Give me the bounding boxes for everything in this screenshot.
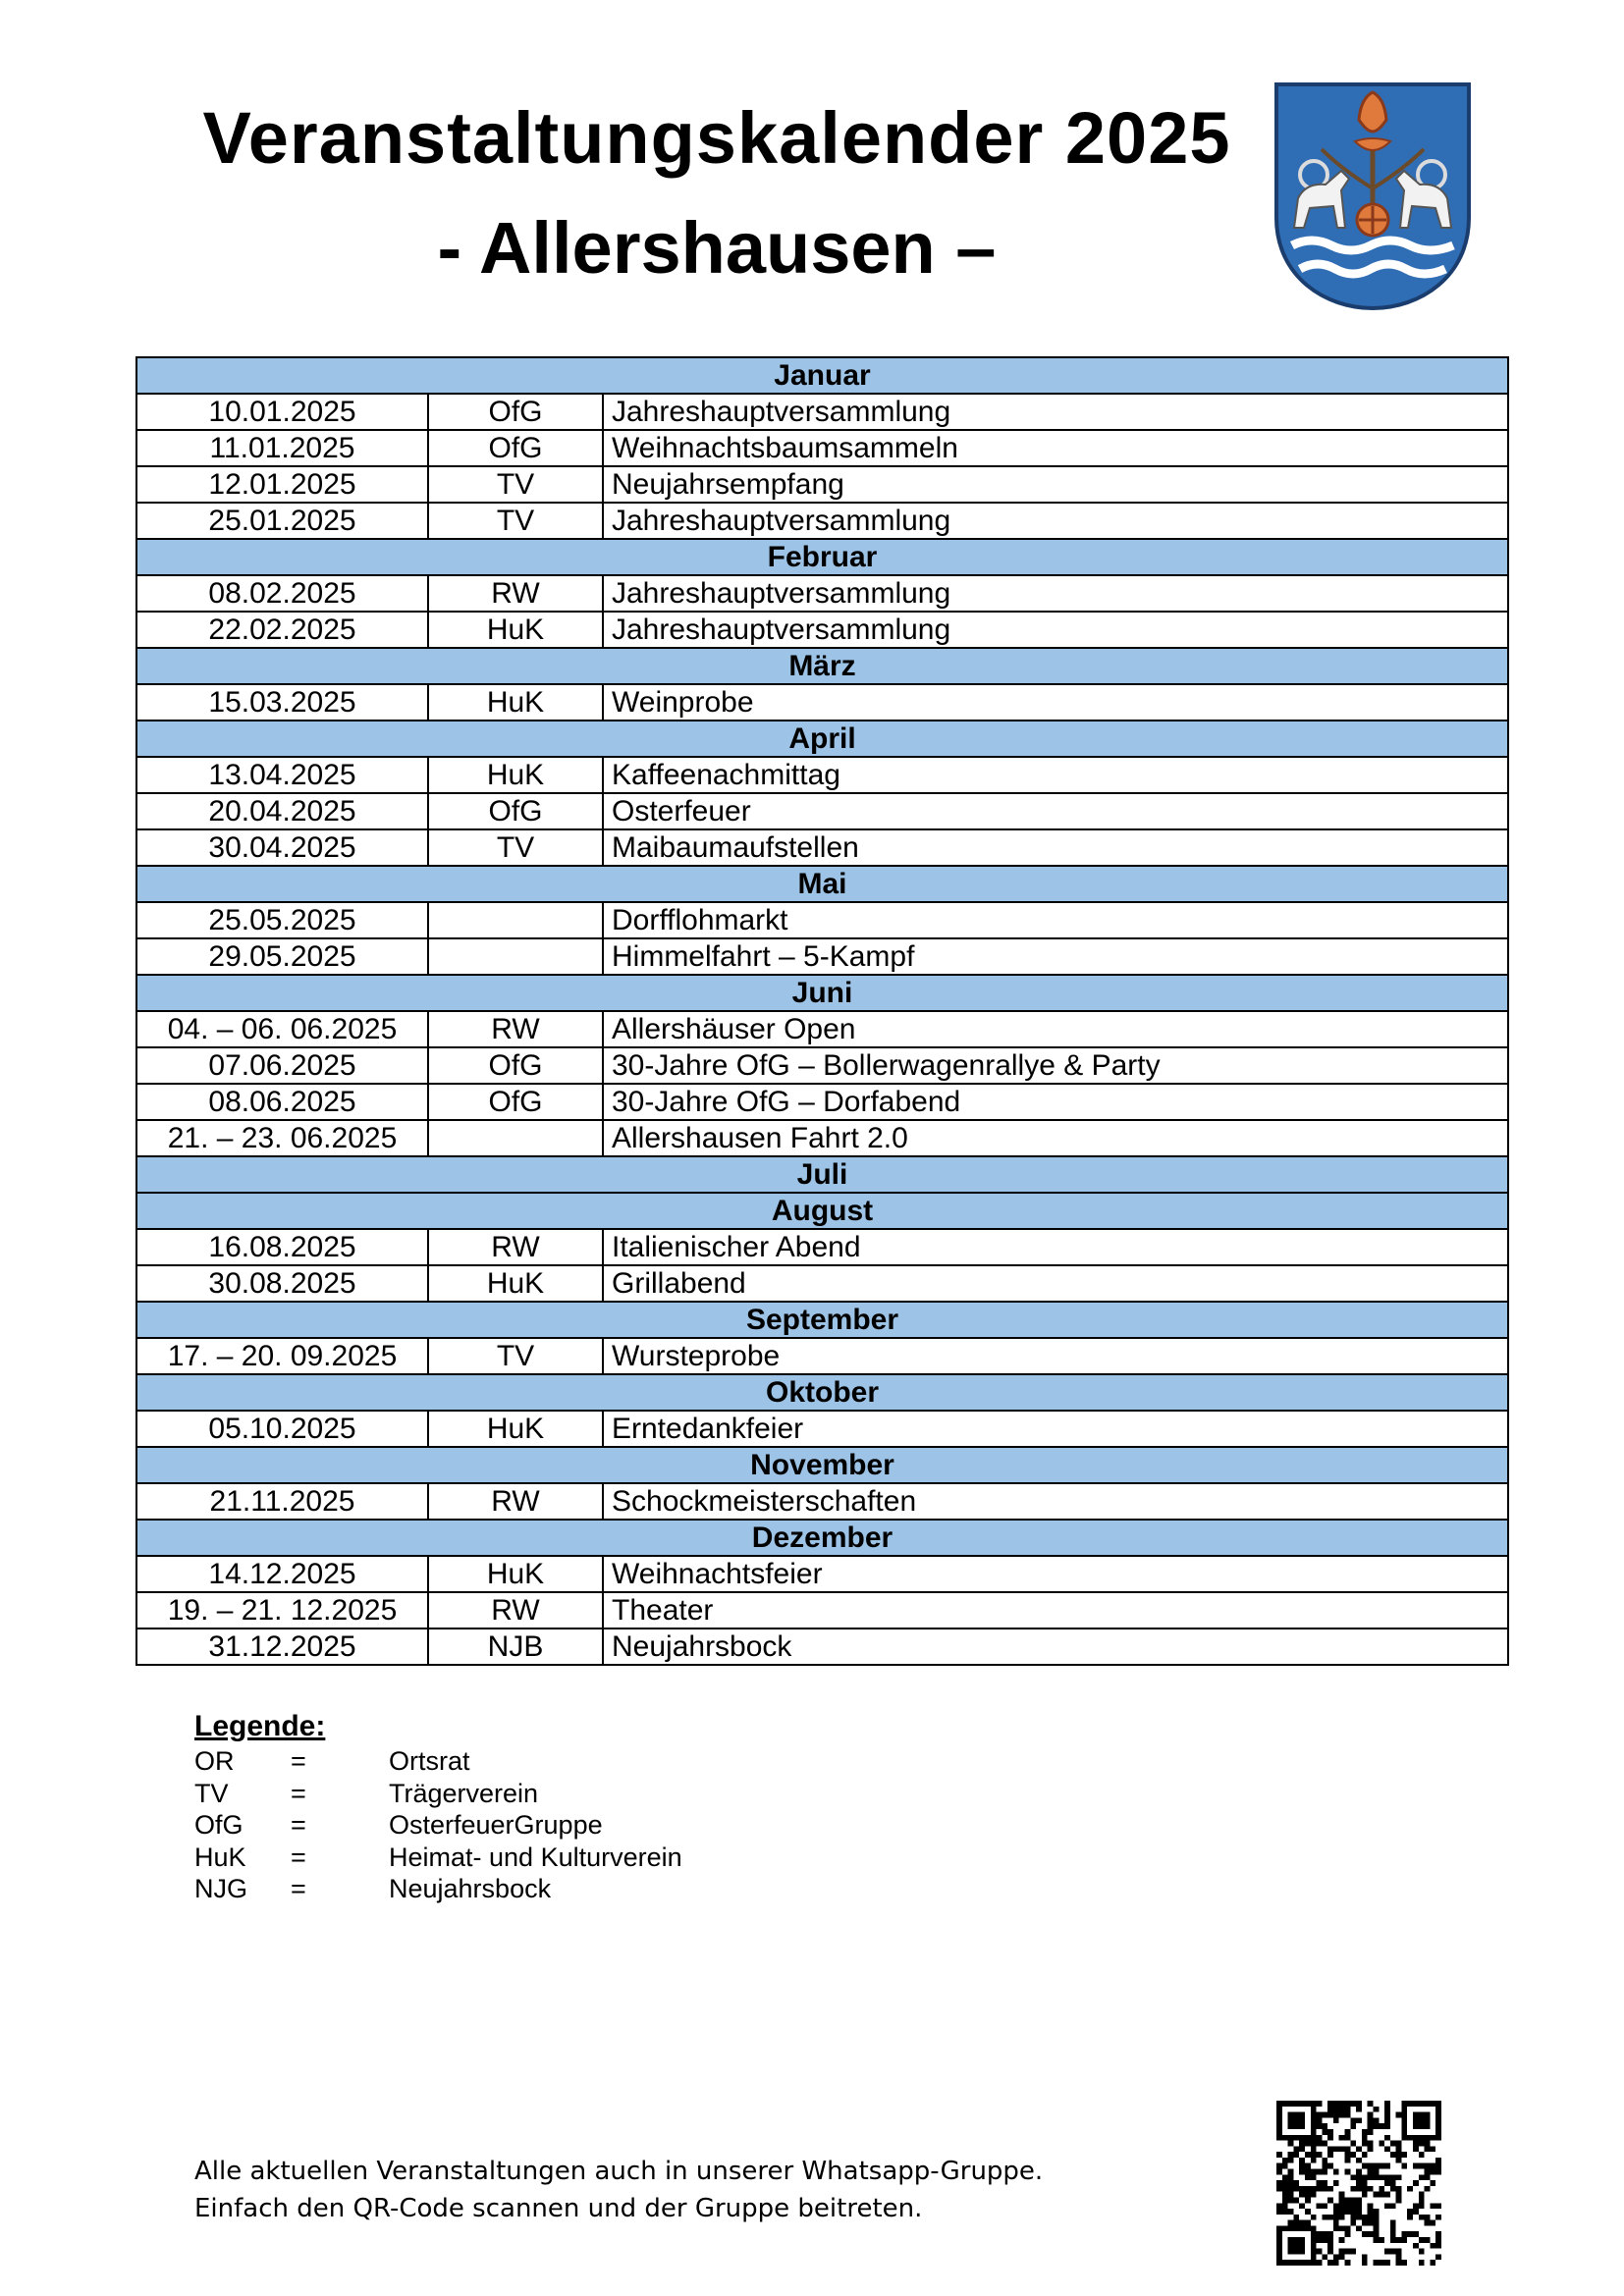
legend-abbr: HuK xyxy=(194,1842,246,1872)
month-label: Juli xyxy=(136,1156,1508,1193)
event-club: OfG xyxy=(428,793,603,829)
month-header-row xyxy=(136,357,1508,394)
event-name: 30-Jahre OfG – Dorfabend xyxy=(603,1084,1508,1120)
month-header-row xyxy=(136,721,1508,757)
event-name: Jahreshauptversammlung xyxy=(603,575,1508,612)
month-header-row xyxy=(136,539,1508,575)
event-date: 10.01.2025 xyxy=(136,394,428,430)
event-date: 07.06.2025 xyxy=(136,1047,428,1084)
event-row xyxy=(136,1592,1508,1629)
event-name: Erntedankfeier xyxy=(603,1411,1508,1447)
event-date: 19. – 21. 12.2025 xyxy=(136,1592,428,1629)
event-date: 08.06.2025 xyxy=(136,1084,428,1120)
event-row xyxy=(136,1265,1508,1302)
event-club: HuK xyxy=(428,757,603,793)
event-row xyxy=(136,902,1508,938)
event-club: OfG xyxy=(428,1084,603,1120)
coat-of-arms-icon xyxy=(1272,80,1473,312)
event-date: 05.10.2025 xyxy=(136,1411,428,1447)
month-header-row xyxy=(136,1520,1508,1556)
legend-row xyxy=(194,1842,682,1874)
event-name: 30-Jahre OfG – Bollerwagenrallye & Party xyxy=(603,1047,1508,1084)
month-label: März xyxy=(136,648,1508,684)
legend-name: Trägerverein xyxy=(389,1778,539,1808)
month-header-row xyxy=(136,1374,1508,1411)
event-row xyxy=(136,1629,1508,1665)
event-name: Osterfeuer xyxy=(603,793,1508,829)
month-header-row xyxy=(136,1447,1508,1483)
legend-name: Neujahrsbock xyxy=(389,1874,552,1903)
legend-row xyxy=(194,1778,682,1810)
legend-title: Legende: xyxy=(194,1710,326,1742)
legend-row xyxy=(194,1809,682,1842)
legend-name: Ortsrat xyxy=(389,1746,470,1776)
event-date: 30.04.2025 xyxy=(136,829,428,866)
event-date: 12.01.2025 xyxy=(136,466,428,503)
event-date: 25.05.2025 xyxy=(136,902,428,938)
event-name: Weinprobe xyxy=(603,684,1508,721)
event-club: RW xyxy=(428,1011,603,1047)
event-name: Weihnachtsbaumsammeln xyxy=(603,430,1508,466)
event-date: 16.08.2025 xyxy=(136,1229,428,1265)
event-club: OfG xyxy=(428,1047,603,1084)
event-name: Allershausen Fahrt 2.0 xyxy=(603,1120,1508,1156)
event-name: Neujahrsbock xyxy=(603,1629,1508,1665)
event-club xyxy=(428,1120,603,1156)
legend-abbr: TV xyxy=(194,1778,229,1808)
event-row xyxy=(136,1483,1508,1520)
month-header-row xyxy=(136,1302,1508,1338)
month-label: Oktober xyxy=(136,1374,1508,1411)
event-row xyxy=(136,466,1508,503)
month-header-row xyxy=(136,1193,1508,1229)
legend-eq: = xyxy=(291,1778,306,1808)
event-name: Allershäuser Open xyxy=(603,1011,1508,1047)
event-date: 25.01.2025 xyxy=(136,503,428,539)
legend xyxy=(194,1710,682,1905)
event-date: 31.12.2025 xyxy=(136,1629,428,1665)
month-header-row xyxy=(136,1156,1508,1193)
event-name: Schockmeisterschaften xyxy=(603,1483,1508,1520)
event-club: OfG xyxy=(428,430,603,466)
page-title: Veranstaltungskalender 2025 xyxy=(202,97,1231,179)
event-name: Jahreshauptversammlung xyxy=(603,394,1508,430)
event-date: 11.01.2025 xyxy=(136,430,428,466)
event-club: OfG xyxy=(428,394,603,430)
legend-eq: = xyxy=(291,1874,306,1903)
event-row xyxy=(136,503,1508,539)
event-date: 14.12.2025 xyxy=(136,1556,428,1592)
month-label: April xyxy=(136,721,1508,757)
event-row xyxy=(136,1338,1508,1374)
month-header-row xyxy=(136,648,1508,684)
event-club: NJB xyxy=(428,1629,603,1665)
event-club xyxy=(428,938,603,975)
event-name: Italienischer Abend xyxy=(603,1229,1508,1265)
event-date: 15.03.2025 xyxy=(136,684,428,721)
event-row xyxy=(136,829,1508,866)
event-row xyxy=(136,757,1508,793)
legend-eq: = xyxy=(291,1842,306,1872)
event-date: 08.02.2025 xyxy=(136,575,428,612)
event-club: RW xyxy=(428,1592,603,1629)
event-row xyxy=(136,394,1508,430)
month-label: Mai xyxy=(136,866,1508,902)
month-label: August xyxy=(136,1193,1508,1229)
event-club: RW xyxy=(428,1229,603,1265)
event-name: Maibaumaufstellen xyxy=(603,829,1508,866)
qr-code-icon[interactable] xyxy=(1276,2101,1441,2266)
legend-name: Heimat- und Kulturverein xyxy=(389,1842,682,1872)
event-row xyxy=(136,1411,1508,1447)
legend-eq: = xyxy=(291,1746,306,1776)
event-club: RW xyxy=(428,1483,603,1520)
event-row xyxy=(136,1011,1508,1047)
event-name: Theater xyxy=(603,1592,1508,1629)
legend-row xyxy=(194,1873,682,1905)
event-club: RW xyxy=(428,575,603,612)
event-row xyxy=(136,575,1508,612)
event-date: 21. – 23. 06.2025 xyxy=(136,1120,428,1156)
legend-eq: = xyxy=(291,1810,306,1840)
event-name: Himmelfahrt – 5-Kampf xyxy=(603,938,1508,975)
event-name: Neujahrsempfang xyxy=(603,466,1508,503)
page-subtitle: - Allershausen – xyxy=(437,207,997,289)
event-club xyxy=(428,902,603,938)
month-header-row xyxy=(136,975,1508,1011)
event-name: Grillabend xyxy=(603,1265,1508,1302)
legend-abbr: NJG xyxy=(194,1874,247,1903)
event-name: Jahreshauptversammlung xyxy=(603,503,1508,539)
month-label: November xyxy=(136,1447,1508,1483)
event-club: HuK xyxy=(428,684,603,721)
legend-row xyxy=(194,1745,682,1778)
month-label: Januar xyxy=(136,357,1508,394)
event-club: HuK xyxy=(428,1411,603,1447)
event-row xyxy=(136,938,1508,975)
event-date: 21.11.2025 xyxy=(136,1483,428,1520)
event-row xyxy=(136,793,1508,829)
event-club: HuK xyxy=(428,1265,603,1302)
event-club: HuK xyxy=(428,1556,603,1592)
footer-note xyxy=(194,2153,1043,2227)
month-label: Februar xyxy=(136,539,1508,575)
event-club: TV xyxy=(428,503,603,539)
legend-name: OsterfeuerGruppe xyxy=(389,1810,603,1840)
event-row xyxy=(136,1120,1508,1156)
event-name: Weihnachtsfeier xyxy=(603,1556,1508,1592)
event-row xyxy=(136,1556,1508,1592)
event-name: Dorfflohmarkt xyxy=(603,902,1508,938)
event-calendar-table xyxy=(135,356,1509,1666)
legend-abbr: OR xyxy=(194,1746,235,1776)
event-row xyxy=(136,1047,1508,1084)
footer-line-2: Einfach den QR-Code scannen und der Gruppe beitreten. xyxy=(194,2194,923,2223)
month-label: Juni xyxy=(136,975,1508,1011)
event-date: 29.05.2025 xyxy=(136,938,428,975)
event-row xyxy=(136,1084,1508,1120)
event-date: 17. – 20. 09.2025 xyxy=(136,1338,428,1374)
month-header-row xyxy=(136,866,1508,902)
event-date: 30.08.2025 xyxy=(136,1265,428,1302)
event-date: 04. – 06. 06.2025 xyxy=(136,1011,428,1047)
event-row xyxy=(136,612,1508,648)
footer-line-1: Alle aktuellen Veranstaltungen auch in unserer Whatsapp-Gruppe. xyxy=(194,2157,1044,2186)
month-label: September xyxy=(136,1302,1508,1338)
event-club: HuK xyxy=(428,612,603,648)
event-date: 20.04.2025 xyxy=(136,793,428,829)
event-name: Jahreshauptversammlung xyxy=(603,612,1508,648)
legend-abbr: OfG xyxy=(194,1810,244,1840)
event-club: TV xyxy=(428,1338,603,1374)
event-date: 13.04.2025 xyxy=(136,757,428,793)
event-club: TV xyxy=(428,466,603,503)
event-date: 22.02.2025 xyxy=(136,612,428,648)
event-row xyxy=(136,684,1508,721)
event-name: Wursteprobe xyxy=(603,1338,1508,1374)
event-row xyxy=(136,430,1508,466)
month-label: Dezember xyxy=(136,1520,1508,1556)
event-name: Kaffeenachmittag xyxy=(603,757,1508,793)
event-row xyxy=(136,1229,1508,1265)
event-club: TV xyxy=(428,829,603,866)
